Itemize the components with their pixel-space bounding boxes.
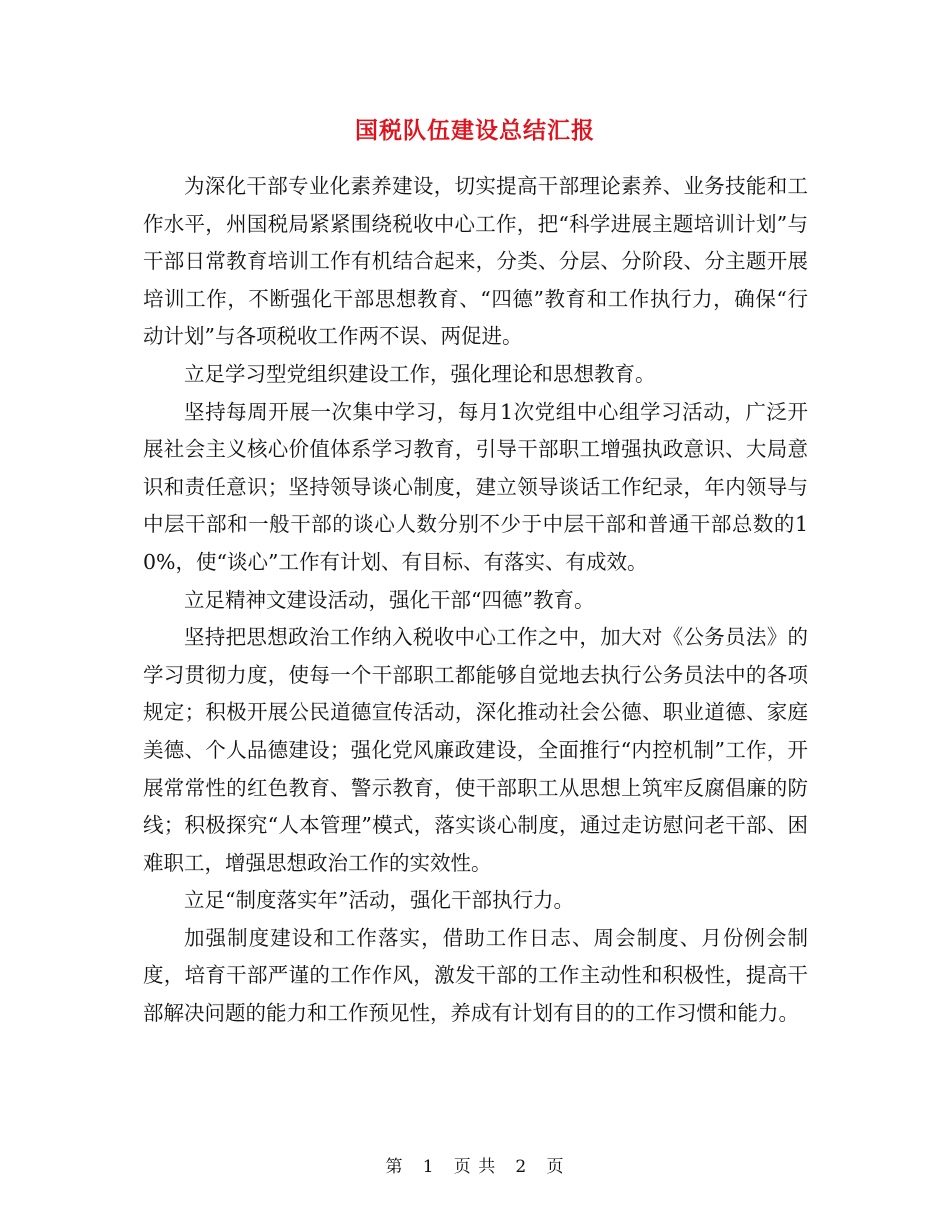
paragraph-intro: 为深化干部专业化素养建设，切实提高干部理论素养、业务技能和工作水平，州国税局紧紧围绕税收中心工作，把“科学进展主题培训计划”与干部日常教育培训工作有机结合起来，分类、分层、分阶段、分主题开展培训工作，不断强化干部思想教育、“四德”教育和工作执行力，确保“行动计划”与各项税收工作两不误、两促进。 xyxy=(143,174,808,349)
current-page-number: 1 xyxy=(422,1157,435,1177)
page-label-suffix: 页 xyxy=(546,1157,565,1177)
document-body xyxy=(143,168,808,1033)
paragraph-heading-study: 立足学习型党组织建设工作，强化理论和思想教育。 xyxy=(184,361,656,386)
page-footer xyxy=(0,1152,950,1177)
page-label-prefix: 第 xyxy=(385,1157,404,1177)
paragraph-ethics: 坚持把思想政治工作纳入税收中心工作之中，加大对《公务员法》的学习贯彻力度，使每一个干部职工都能够自觉地去执行公务员法中的各项规定；积极开展公民道德宣传活动，深化推动社会公德、职业道德、家庭美德、个人品德建设；强化党风廉政建设，全面推行“内控机制”工作，开展常常性的红色教育、警示教育，使干部职工从思想上筑牢反腐倡廉的防线；积极探究“人本管理”模式，落实谈心制度，通过走访慰问老干部、困难职工，增强思想政治工作的实效性。 xyxy=(143,625,808,875)
paragraph-system: 加强制度建设和工作落实，借助工作日志、周会制度、月份例会制度，培育干部严谨的工作作风，激发干部的工作主动性和积极性，提高干部解决问题的能力和工作预见性，养成有计划有目的的工作习惯和能力。 xyxy=(143,925,808,1026)
page-label-mid: 页 共 xyxy=(453,1157,497,1177)
document-title: 国税队伍建设总结汇报 xyxy=(355,117,595,144)
total-pages-number: 2 xyxy=(515,1157,528,1177)
paragraph-heading-ethics: 立足精神文建设活动，强化干部“四德”教育。 xyxy=(184,587,595,612)
paragraph-study: 坚持每周开展一次集中学习，每月1次党组中心组学习活动，广泛开展社会主义核心价值体系学习教育，引导干部职工增强执政意识、大局意识和责任意识；坚持领导谈心制度，建立领导谈话工作纪录，年内领导与中层干部和一般干部的谈心人数分别不少于中层干部和普通干部总数的10%，使“谈心”工作有计划、有目标、有落实、有成效。 xyxy=(143,399,808,574)
paragraph-heading-system: 立足“制度落实年”活动，强化干部执行力。 xyxy=(184,888,574,913)
